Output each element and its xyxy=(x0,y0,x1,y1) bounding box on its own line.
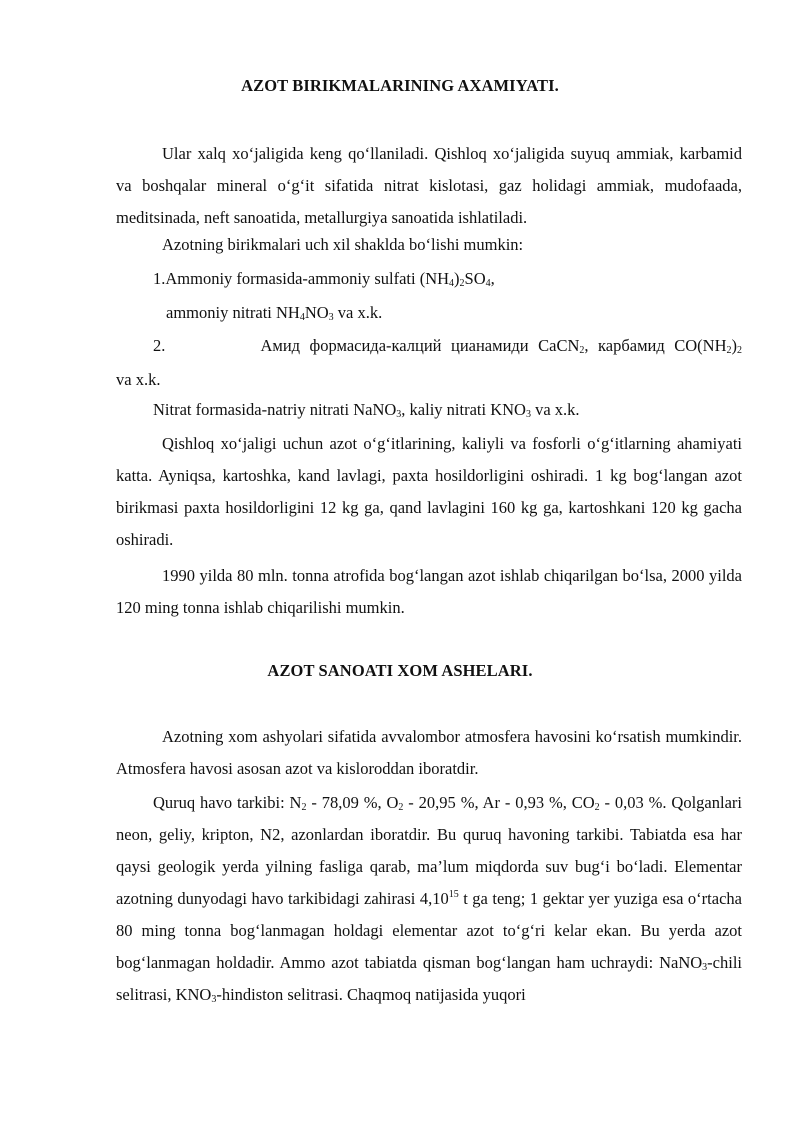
heading-xom-ashyo: AZOT SANOATI XOM ASHELARI. xyxy=(267,661,533,680)
list-item-amid: 2. Амид формасида-калций цианамиди CaCN$_2$, карбамид $CO(NH_2)_2$ xyxy=(153,336,743,356)
paragraph-air-composition: Quruq havo tarkibi: $N_2 - 78,09$ %, $O_2 - 20,95$ %, Ar - 0,93 %, $CO_2 - 0,03$ %. Qolganlari neon, geliy, kripton, N2, azonlardan iboratdir. Bu quruq havoning tarkibi. Tabiatda esa har qaysi geologik yerda yilning fasliga qarab, ma’lum miqdorda suv bug‘i bo‘ladi. Elementar azotning dunyodagi havo tarkibidagi zahirasi 4,10$^{15}$ t ga teng; 1 gektar yer yuziga esa o‘rtacha 80 ming tonna bog‘lanmagan holdagi elementar azot to‘g‘ri kelar ekan. Bu yerda azot bog‘lanmagan holdadir. Ammo azot tabiatda qisman bog‘langan ham uchraydi: NaNO$_3$-chili selitrasi, $KNO_3$-hindiston selitrasi. Chaqmoq natijasida yuqori xyxy=(116,793,742,1005)
list-item-amid-cont: va x.k. xyxy=(116,370,161,389)
list-item-ammoniy-nitrat: ammoniy nitrati $NH_4NO_3$ va x.k. xyxy=(166,303,383,323)
paragraph-importance: Qishloq xo‘jaligi uchun azot o‘g‘itlarining, kaliyli va fosforli o‘g‘itlarning ahamiyati katta. Ayniqsa, kartoshka, kand lavlagi, paxta hosildorligini oshiradi. 1 kg bog‘langan azot birikmasi paxta hosildorligini 12 kg ga, qand lavlagini 160 kg ga, kartoshkani 120 kg gacha oshiradi. xyxy=(116,434,742,549)
paragraph-forms-intro: Azotning birikmalari uch xil shaklda bo‘lishi mumkin: xyxy=(162,235,524,254)
heading-azot-birikmalari: AZOT BIRIKMALARINING AXAMIYATI. xyxy=(241,76,559,95)
paragraph-raw-materials: Azotning xom ashyolari sifatida avvalombor atmosfera havosini ko‘rsatish mumkindir. Atmosfera havosi asosan azot va kisloroddan iboratdir. xyxy=(116,727,742,778)
paragraph-usage: Ular xalq xo‘jaligida keng qo‘llaniladi. Qishloq xo‘jaligida suyuq ammiak, karbamid va boshqalar mineral o‘g‘it sifatida nitrat kislotasi, gaz holidagi ammiak, mudofaada, meditsinada, neft sanoatida, metallurgiya sanoatida ishlatiladi. xyxy=(116,144,742,227)
list-item-nitrat: Nitrat formasida-natriy nitrati NaNO$_3$, kaliy nitrati $KNO_3$ va x.k. xyxy=(153,400,580,420)
paragraph-production: 1990 yilda 80 mln. tonna atrofida bog‘langan azot ishlab chiqarilgan bo‘lsa, 2000 yilda 120 ming tonna ishlab chiqarilishi mumkin. xyxy=(116,566,742,617)
list-item-ammoniy: 1.Ammoniy formasida-ammoniy sulfati $(NH_4)_2SO_4$, xyxy=(153,269,495,289)
